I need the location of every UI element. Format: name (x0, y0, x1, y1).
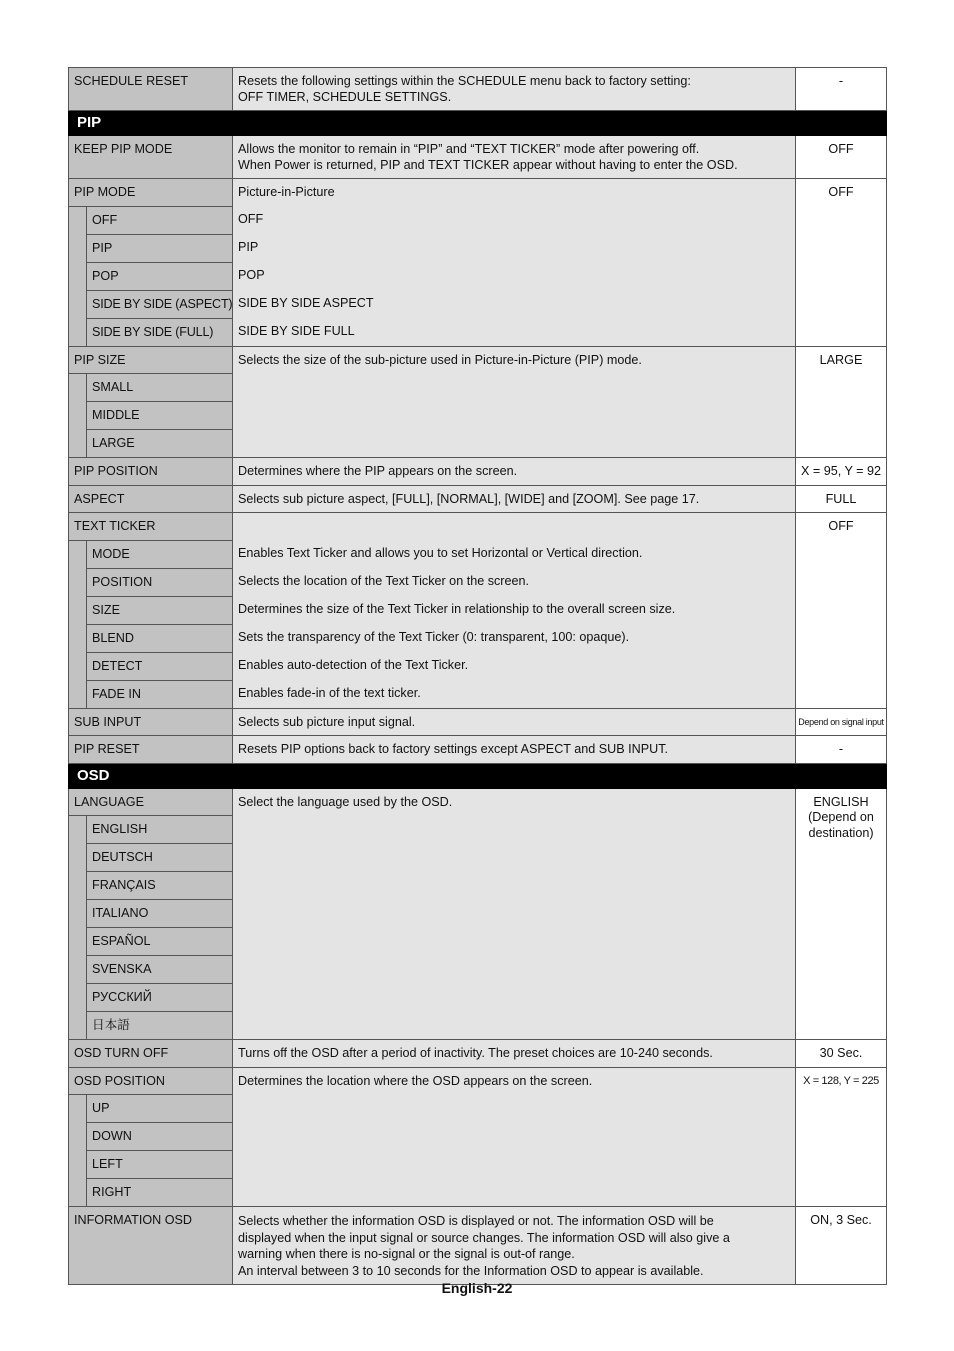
row-description: Selects sub picture input signal. (233, 708, 796, 736)
table-row (69, 485, 887, 513)
option-label: FADE IN (87, 680, 233, 708)
option-label: ENGLISH (87, 816, 233, 844)
option-label: BLEND (87, 624, 233, 652)
table-row (69, 652, 887, 680)
option-label: SIZE (87, 596, 233, 624)
option-description: Enables fade-in of the text ticker. (233, 680, 796, 708)
option-label: DEUTSCH (87, 844, 233, 872)
row-default-value: LARGE (796, 346, 887, 458)
table-row (69, 234, 887, 262)
row-description: Resets PIP options back to factory settings except ASPECT and SUB INPUT. (233, 736, 796, 764)
row-default-value: FULL (796, 485, 887, 513)
indent-gutter (69, 206, 87, 346)
option-description: Determines the size of the Text Ticker in relationship to the overall screen size. (233, 596, 796, 624)
option-label: DOWN (87, 1123, 233, 1151)
row-label: LANGUAGE (69, 788, 233, 816)
section-header (69, 763, 887, 788)
section-title-osd: OSD (69, 763, 887, 788)
page-number: English-22 (441, 1280, 513, 1296)
row-description: Selects whether the information OSD is displayed or not. The information OSD will be displayed when the input signal or source changes. The information OSD will also give a warning when there is no-signal or the signal is out-of range. An interval between 3 to 10 seconds for the Information OSD to appear is available. (233, 1207, 796, 1285)
table-row (69, 596, 887, 624)
indent-gutter (69, 540, 87, 708)
option-label: ESPAÑOL (87, 928, 233, 956)
table-row (69, 1040, 887, 1068)
settings-table (68, 67, 887, 1285)
row-label: OSD POSITION (69, 1067, 233, 1095)
indent-gutter (69, 816, 87, 1040)
option-label: SMALL (87, 374, 233, 402)
option-label: POP (87, 262, 233, 290)
row-description: Allows the monitor to remain in “PIP” and “TEXT TICKER” mode after powering off. When Power is returned, PIP and TEXT TICKER appear without having to enter the OSD. (233, 136, 796, 179)
row-default-value: ON, 3 Sec. (796, 1207, 887, 1285)
option-description: SIDE BY SIDE FULL (233, 318, 796, 346)
option-label: SVENSKA (87, 956, 233, 984)
option-label: MIDDLE (87, 402, 233, 430)
table-row (69, 290, 887, 318)
row-description: Selects sub picture aspect, [FULL], [NORMAL], [WIDE] and [ZOOM]. See page 17. (233, 485, 796, 513)
row-default-value: X = 95, Y = 92 (796, 458, 887, 486)
row-default-value: X = 128, Y = 225 (796, 1067, 887, 1207)
row-default-value: 30 Sec. (796, 1040, 887, 1068)
table-row (69, 68, 887, 111)
row-description: Resets the following settings within the SCHEDULE menu back to factory setting: OFF TIMER, SCHEDULE SETTINGS. (233, 68, 796, 111)
row-description: Picture-in-Picture (233, 179, 796, 207)
option-label: LEFT (87, 1151, 233, 1179)
row-default-value: - (796, 736, 887, 764)
table-row (69, 680, 887, 708)
table-row (69, 624, 887, 652)
row-label: INFORMATION OSD (69, 1207, 233, 1285)
option-description: Selects the location of the Text Ticker on the screen. (233, 568, 796, 596)
table-row (69, 568, 887, 596)
row-default-value: - (796, 68, 887, 111)
row-label: PIP POSITION (69, 458, 233, 486)
indent-gutter (69, 374, 87, 458)
table-row (69, 346, 887, 374)
table-row (69, 513, 887, 541)
indent-gutter (69, 1095, 87, 1207)
table-row (69, 1207, 887, 1285)
row-description: Selects the size of the sub-picture used in Picture-in-Picture (PIP) mode. (233, 346, 796, 458)
row-label: PIP MODE (69, 179, 233, 207)
row-default-value: ENGLISH (Depend on destination) (796, 788, 887, 1040)
table-row (69, 708, 887, 736)
section-title-pip: PIP (69, 111, 887, 136)
row-default-value: OFF (796, 136, 887, 179)
row-description (233, 513, 796, 541)
row-label: SCHEDULE RESET (69, 68, 233, 111)
option-description: POP (233, 262, 796, 290)
row-description: Turns off the OSD after a period of inactivity. The preset choices are 10-240 seconds. (233, 1040, 796, 1068)
option-label: SIDE BY SIDE (ASPECT) (87, 290, 233, 318)
section-header (69, 111, 887, 136)
option-description: PIP (233, 234, 796, 262)
option-label: RIGHT (87, 1179, 233, 1207)
row-label: PIP RESET (69, 736, 233, 764)
row-default-value: Depend on signal input (796, 708, 887, 736)
table-row (69, 262, 887, 290)
row-label: PIP SIZE (69, 346, 233, 374)
option-label: UP (87, 1095, 233, 1123)
row-label: ASPECT (69, 485, 233, 513)
table-row (69, 1067, 887, 1095)
option-description: OFF (233, 206, 796, 234)
row-description: Determines the location where the OSD appears on the screen. (233, 1067, 796, 1207)
row-default-value: OFF (796, 179, 887, 347)
option-description: Enables auto-detection of the Text Ticker. (233, 652, 796, 680)
row-label: TEXT TICKER (69, 513, 233, 541)
option-description: Enables Text Ticker and allows you to set Horizontal or Vertical direction. (233, 540, 796, 568)
row-label: KEEP PIP MODE (69, 136, 233, 179)
table-row (69, 136, 887, 179)
settings-table-container (68, 67, 886, 1285)
row-description: Select the language used by the OSD. (233, 788, 796, 1040)
option-description: SIDE BY SIDE ASPECT (233, 290, 796, 318)
option-label: PIP (87, 234, 233, 262)
option-label: OFF (87, 206, 233, 234)
row-label: SUB INPUT (69, 708, 233, 736)
table-row (69, 788, 887, 816)
option-label: 日本語 (87, 1012, 233, 1040)
option-label: DETECT (87, 652, 233, 680)
table-row (69, 458, 887, 486)
row-label: OSD TURN OFF (69, 1040, 233, 1068)
row-default-value: OFF (796, 513, 887, 709)
table-row (69, 318, 887, 346)
table-row (69, 179, 887, 207)
option-description: Sets the transparency of the Text Ticker (0: transparent, 100: opaque). (233, 624, 796, 652)
option-label: ITALIANO (87, 900, 233, 928)
row-description: Determines where the PIP appears on the screen. (233, 458, 796, 486)
table-row (69, 736, 887, 764)
option-label: MODE (87, 540, 233, 568)
option-label: FRANÇAIS (87, 872, 233, 900)
option-label: LARGE (87, 430, 233, 458)
option-label: РУССКИЙ (87, 984, 233, 1012)
option-label: SIDE BY SIDE (FULL) (87, 318, 233, 346)
table-row (69, 540, 887, 568)
table-row (69, 206, 887, 234)
option-label: POSITION (87, 568, 233, 596)
